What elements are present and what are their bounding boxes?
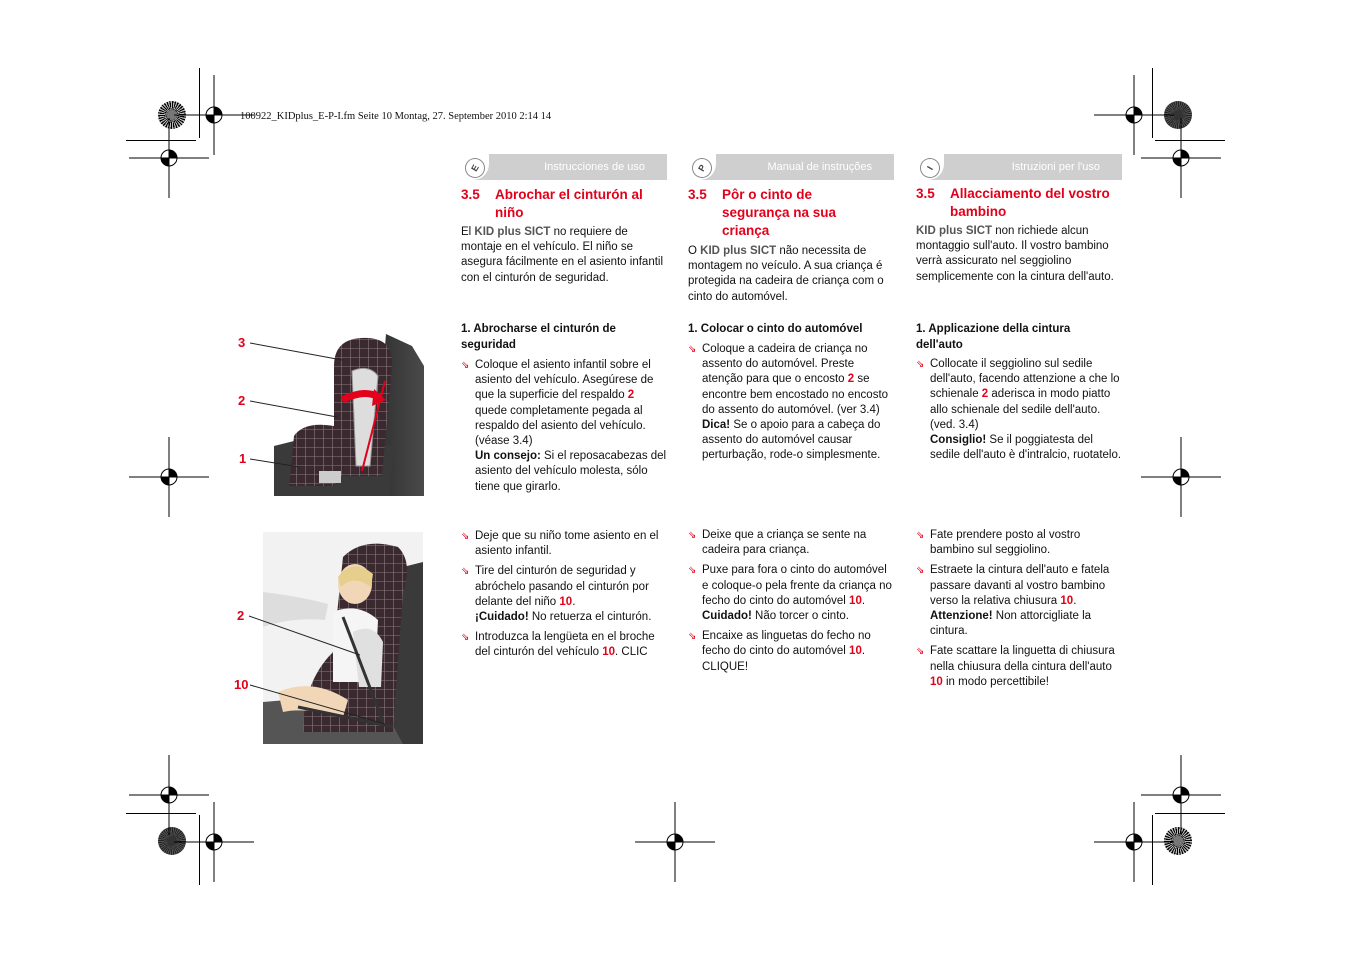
arrow-bullet-icon: ⇘ — [916, 565, 925, 577]
language-badge: P — [688, 154, 715, 181]
header-title: Manual de instruções — [767, 161, 872, 173]
brand-name: KID plus SICT — [700, 245, 777, 257]
list-item: ⇘ Deixe que a criança se sente na cadeira para criança. — [688, 528, 894, 558]
arrow-bullet-icon: ⇘ — [688, 344, 697, 355]
list-item: ⇘ Deje que su niño tome asiento en el asiento infantil. — [461, 529, 667, 559]
brand-name: KID plus SICT — [474, 226, 551, 238]
file-info: 100922_KIDplus_E-P-I.fm Seite 10 Montag, 27. September 2010 2:14 14 — [240, 111, 552, 122]
list-item: ⇘ Collocate il seggiolino sul sedile dell'auto, facendo attenzione a che lo schienale 2 aderisca in modo piatto allo schienale del sedile dell'auto. (ved. 3.4) Consiglio! Se il poggiatesta del sedile dell'auto è d'intralcio, ruotatelo. — [916, 357, 1122, 463]
intro-text: O KID plus SICT não necessita de montagem no veículo. A sua criança é protegida na cadeira de criança com o cinto do automóvel. — [688, 245, 884, 303]
intro-text: KID plus SICT non richiede alcun montaggio sull'auto. Il vostro bambino verrà assicurato nel seggiolino semplicemente con la cintura dell'auto. — [916, 225, 1114, 283]
arrow-bullet-icon: ⇘ — [688, 565, 697, 577]
list-item: ⇘ Coloque a cadeira de criança no assento do automóvel. Preste atenção para que o encosto 2 se encontre bem encostado no encosto do assento do automóvel. (ver 3.4) Dica! Se o apoio para a cabeça do assento do automóvel causar perturbação, rode-o simplesmente. — [688, 342, 894, 464]
list-item: ⇘ Fate scattare la linguetta di chiusura nella chiusura della cintura dell'auto 10 in modo percettibile! — [916, 644, 1122, 690]
section-title: 3.5 Pôr o cinto de segurança na sua criança — [688, 187, 837, 238]
arrow-bullet-icon: ⇘ — [916, 530, 925, 541]
arrow-bullet-icon: ⇘ — [916, 646, 925, 658]
arrow-bullet-icon: ⇘ — [461, 531, 470, 542]
header-title: Istruzioni per l'uso — [1011, 161, 1100, 173]
arrow-bullet-icon: ⇘ — [688, 631, 697, 643]
list-item: ⇘ Encaixe as linguetas do fecho no fecho do cinto do automóvel 10. CLIQUE! — [688, 629, 894, 675]
step-title: 1. Applicazione della cintura dell'auto — [916, 323, 1071, 351]
section-title: 3.5 Abrochar el cinturón al niño — [461, 187, 643, 220]
arrow-bullet-icon: ⇘ — [688, 530, 697, 541]
list-item: ⇘ Estraete la cintura dell'auto e fatela passare davanti al vostro bambino verso la relativa chiusura 10. Attenzione! Non attorcigliate la cintura. — [916, 563, 1122, 639]
list-item: ⇘ Introduzca la lengüeta en el broche del cinturón del vehículo 10. CLIC — [461, 630, 667, 660]
brand-name: KID plus SICT — [916, 225, 993, 237]
list-item: ⇘ Tire del cinturón de seguridad y abróchelo pasando el cinturón por delante del niño 10. ¡Cuidado! No retuerza el cinturón. — [461, 564, 667, 625]
header-title: Instrucciones de uso — [544, 161, 645, 173]
figure-label: 2 — [238, 393, 246, 408]
step-title: 1. Colocar o cinto do automóvel — [688, 323, 863, 335]
step-title: 1. Abrocharse el cinturón de seguridad — [461, 323, 616, 351]
figure-label: 10 — [234, 677, 249, 692]
arrow-bullet-icon: ⇘ — [461, 566, 470, 578]
language-badge: I — [916, 154, 943, 181]
section-title: 3.5 Allacciamento del vostro bambino — [916, 186, 1110, 219]
figure-label: 3 — [238, 335, 246, 350]
list-item: ⇘ Puxe para fora o cinto do automóvel e coloque-o pela frente da criança no fecho do cinto do automóvel 10. Cuidado! Não torcer o cinto. — [688, 563, 894, 624]
figure-label: 2 — [237, 608, 245, 623]
language-badge: E — [461, 154, 488, 181]
intro-text: El KID plus SICT no requiere de montaje en el vehículo. El niño se asegura fácilmente en el asiento infantil con el cinturón de seguridad. — [461, 226, 664, 284]
arrow-bullet-icon: ⇘ — [461, 632, 470, 644]
arrow-bullet-icon: ⇘ — [916, 359, 925, 370]
list-item: ⇘ Fate prendere posto al vostro bambino sul seggiolino. — [916, 528, 1122, 558]
figure-label: 1 — [239, 451, 247, 466]
arrow-bullet-icon: ⇘ — [461, 360, 470, 371]
list-item: ⇘ Coloque el asiento infantil sobre el asiento del vehículo. Asegúrese de que la superficie del respaldo 2 quede completamente pegada al respaldo del asiento del vehículo. (véase 3.4) Un consejo: Si el reposacabezas del asiento del vehículo molesta, sólo tiene que girarlo. — [461, 358, 667, 495]
